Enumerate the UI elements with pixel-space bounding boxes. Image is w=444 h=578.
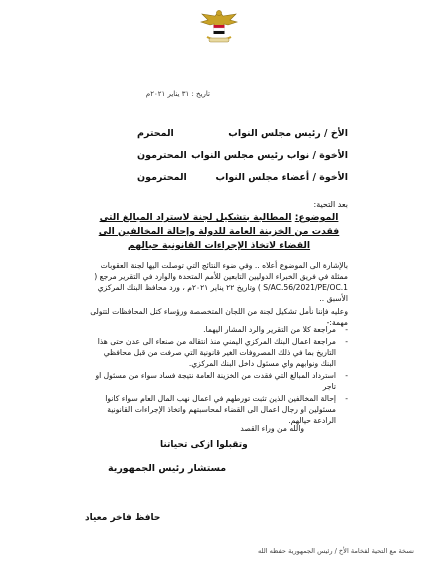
greeting: بعد التحية: — [313, 200, 348, 209]
list-dash: - — [345, 394, 348, 403]
subject-text: المطالبة بتشكيل لجنة لاستراد المبالغ التي فقدت من الخزينة العامة للدولة وإحالة المخالفين الى القضاء لاتخاذ الإجراءات القانونية حيالهم — [98, 212, 340, 251]
addressee-members-title: المحترمون — [137, 172, 187, 183]
body-paragraph-1: بالإشارة الى الموضوع أعلاه .. وفي ضوء النتائج التي توصلت اليها لجنة العقوبات ممثلة في فريق الخبراء الدوليين التابعين للأمم المتحدة والوارد في التقرير مرجع ( S/AC.56/2021/PE/OC.1 ) وتاريخ ٢٢ يناير ٢٠٢١م ، ورد محافظ البنك المركزي الأسبق .. — [94, 261, 348, 303]
list-item-text: استرداد المبالغ التي فقدت من الخزينة العامة نتيجة فساد سواء من مسئول او تاجر — [95, 371, 336, 391]
list-item-text: إحالة المخالفين الذين تثبت تورطهم في اعمال نهب المال العام سواء كانوا مسئولين او رجال اعمال الى القضاء لمحاسبتهم واتخاذ الإجراءات القانونية الرادعة حيالهم. — [105, 394, 336, 425]
list-item — [86, 370, 348, 392]
copy-note: نسخة مع التحية لفخامة الأخ / رئيس الجمهورية حفظه الله — [257, 547, 414, 555]
list-dash: - — [345, 325, 348, 334]
list-item — [86, 393, 348, 426]
list-item — [86, 336, 348, 369]
addressee-members: الأخوة / أعضاء مجلس النواب — [215, 172, 348, 183]
addressee-deputies-title: المحترمون — [137, 150, 187, 161]
subject-label: الموضوع: — [294, 212, 339, 223]
list-item-text: مراجعة كلا من التقرير والرد المشار اليهما. — [203, 325, 336, 334]
closing-line: والله من وراء القصد — [240, 424, 304, 433]
body-paragraph-2: وعليه فإننا نأمل تشكيل لجنة من اللجان المتخصصة ورؤساء كتل المحافظات لتتولى مهمة:- — [90, 307, 348, 327]
list-item — [86, 324, 348, 335]
list-dash: - — [345, 371, 348, 380]
signatory-name: حافظ فاخر معياد — [85, 513, 161, 523]
addressee-speaker-title: المحترم — [137, 128, 174, 139]
list-dash: - — [345, 337, 348, 346]
addressee-speaker: الأخ / رئيس مجلس النواب — [228, 128, 348, 139]
signatory-position: مستشار رئيس الجمهورية — [108, 463, 227, 474]
subject-line — [90, 211, 348, 253]
demands-list — [86, 324, 348, 427]
regards-line: وتقبلوا ازكى تحياتنا — [160, 440, 248, 450]
letter-date: تاريخ : ٣١ يناير ٢٠٢١م — [145, 90, 210, 98]
list-item-text: مراجعة اعمال البنك المركزي اليمني منذ انتقاله من صنعاء الى عدن حتى هذا التاريخ بما في ذلك المصروفات الغير قانونية التي صرفت من قبل محافظي البنك ونوابهم واي مسئول داخل البنك المركزي. — [97, 337, 336, 368]
yemen-eagle-emblem-icon — [198, 5, 240, 47]
addressee-deputies: الأخوة / نواب رئيس مجلس النواب — [191, 150, 348, 161]
